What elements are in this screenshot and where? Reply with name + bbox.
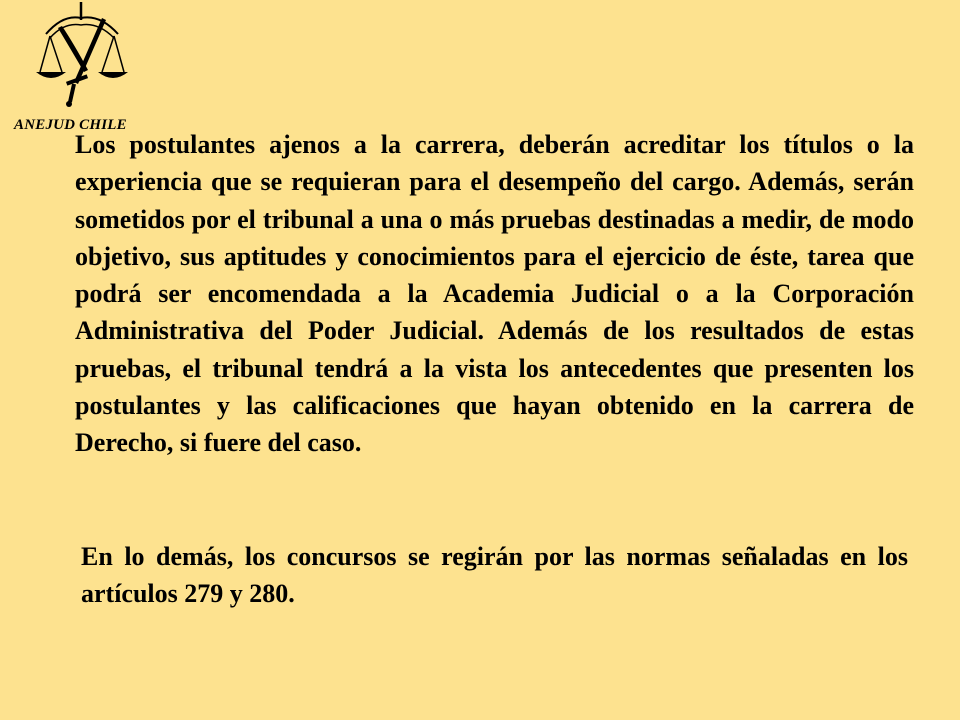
logo-caption: ANEJUD CHILE bbox=[14, 117, 127, 133]
body-paragraph-1: Los postulantes ajenos a la carrera, deberán acreditar los títulos o la experiencia que se requieran para el desempeño del cargo. Además, serán sometidos por el tribunal a una o más pruebas destinadas a medir, de modo objetivo, sus aptitudes y conocimientos para el ejercicio de éste, tarea que podrá ser encomendada a la Academia Judicial o a la Corporación Administrativa del Poder Judicial. Además de los resultados de estas pruebas, el tribunal tendrá a la vista los antecedentes que presenten los postulantes y las calificaciones que hayan obtenido en la carrera de Derecho, si fuere del caso. bbox=[75, 130, 914, 458]
scales-of-justice-icon bbox=[28, 0, 138, 110]
body-paragraph-2: En lo demás, los concursos se regirán por las normas señaladas en los artículos 279 y 280. bbox=[81, 542, 908, 609]
